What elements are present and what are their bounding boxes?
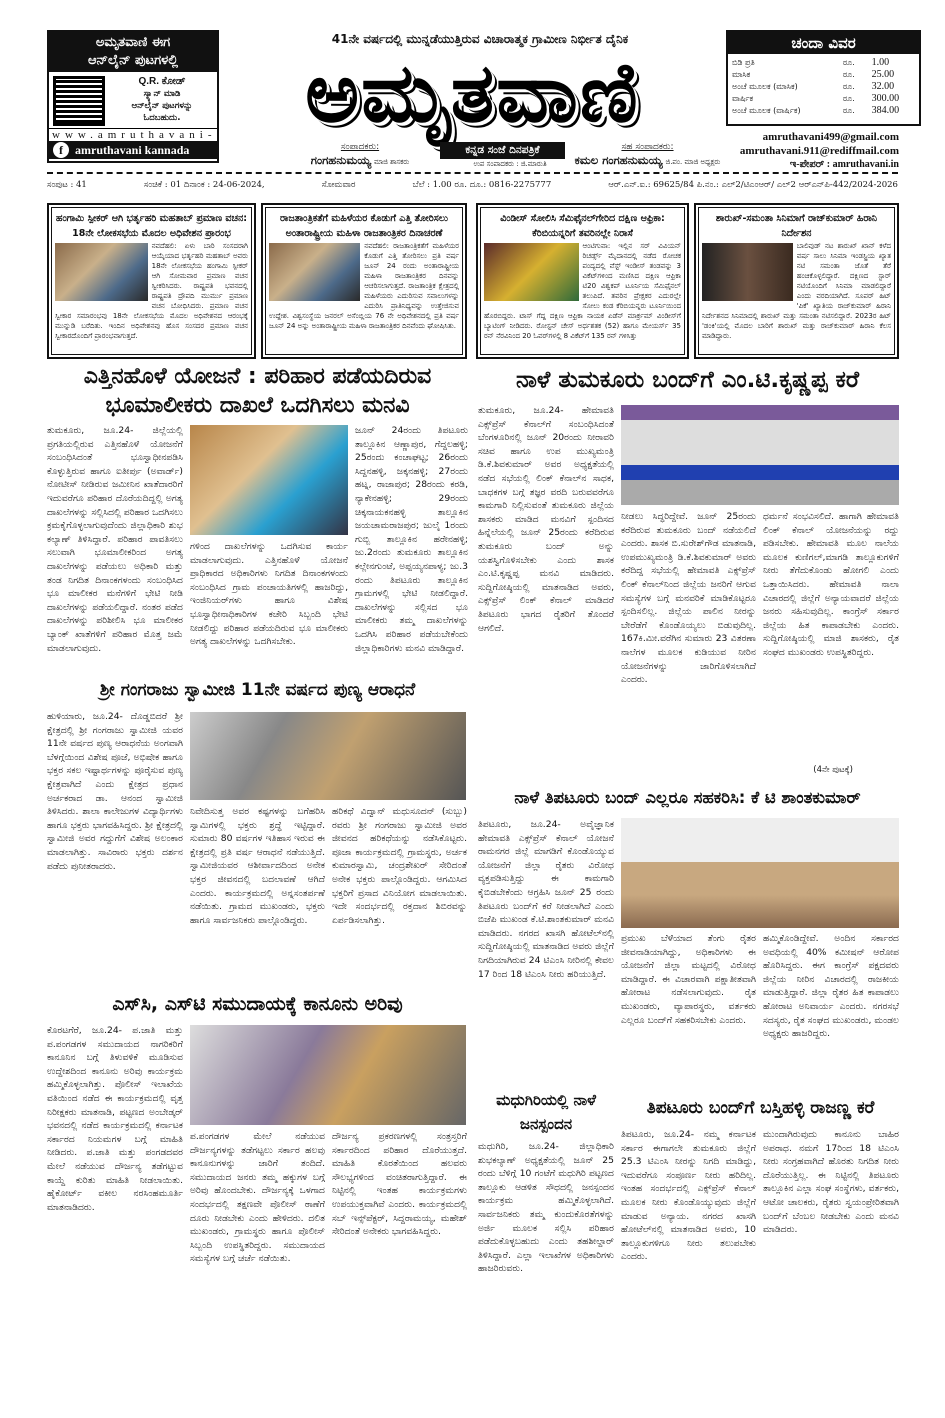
- subscription-cur: ರೂ.: [842, 58, 855, 67]
- qr-line: ಆನ್‌ಲೈನ್ ಪುಟಗಳನ್ನು: [131, 101, 193, 111]
- header-divider: [47, 172, 898, 174]
- promo-subtitle: ಆನ್‌ಲೈನ್ ಪುಟಗಳಲ್ಲಿ: [87, 53, 179, 68]
- article-column: ದೌರ್ಜನ್ಯ ಪ್ರಕರಣಗಳಲ್ಲಿ ಸಂತ್ರಸ್ತರಿಗೆ ಸರ್ಕಾರದಿಂದ ಪರಿಹಾರ ದೊರೆಯುತ್ತದೆ. ಮಾಹಿತಿ ಕೊರತೆಯಿಂದ ಹಲವರು ಸೌಲಭ್ಯಗಳಿಂದ ವಂಚಿತರಾಗುತ್ತಿದ್ದಾರೆ. ಈ ನಿಟ್ಟಿನಲ್ಲಿ ಇಂತಹ ಕಾರ್ಯಕ್ರಮಗಳು ಉಪಯುಕ್ತವಾಗಿವೆ ಎಂದರು. ಕಾರ್ಯಕ್ರಮದಲ್ಲಿ ಸಬ್ ಇನ್ಸ್‌ಪೆಕ್ಟರ್, ಸಿದ್ದರಾಮಯ್ಯ, ಮಹೇಶ್ ಸೇರಿದಂತೆ ಅನೇಕರು ಭಾಗವಹಿಸಿದ್ದರು.: [332, 1131, 467, 1238]
- continued-label: (4ನೇ ಪುಟಕ್ಕೆ): [813, 765, 853, 775]
- subscription-value: 25.00: [871, 69, 895, 80]
- box-body: ಆಂಟಿಗುವಾ: ಇಲ್ಲಿನ ಸರ್ ವಿವಿಯನ್ ರಿಚರ್ಡ್ಸ್ ಮೈದಾನದಲ್ಲಿ ನಡೆದ ರೋಚಕ ಪಂದ್ಯದಲ್ಲಿ ವೆಸ್ಟ್ ಇಂಡೀಸ್ ತಂಡವನ್ನು 3 ವಿಕೆಟ್‌ಗಳಿಂದ ಮಣಿಸಿದ ದಕ್ಷಿಣ ಆಫ್ರಿಕಾ ಟಿ20 ವಿಶ್ವಕಪ್ ಟೂರ್ನಿಯ ಸೆಮಿಫೈನಲ್ ತಲುಪಿದೆ. ತವರಿನ ಪ್ರೇಕ್ಷಕರ ಎದುರಲ್ಲೇ ಸೋಲು ಕಂಡ ಕೆರಿಬಿಯನ್ನರು ಟೂರ್ನಿಯಿಂದ ಹೊರಬಿದ್ದರು. ಟಾಸ್ ಗೆದ್ದ ದಕ್ಷಿಣ ಆಫ್ರಿಕಾ ನಾಯಕ ಏಡೆನ್ ಮಾರ್ಕ್ರಮ್ ವಿಂಡೀಸ್‌ಗೆ ಬ್ಯಾಟಿಂಗ್ ನೀಡಿದರು. ರೋಸ್ಟನ್ ಚೇಸ್ ಅರ್ಧಶತಕ (52) ಹಾಗೂ ಮೇಯರ್ಸ್ 35 ರನ್ ನೆರವಿನಿಂದ 20 ಓವರ್‌ಗಳಲ್ಲಿ 8 ವಿಕೆಟ್‌ಗೆ 135 ರನ್ ಗಳಿಸಿತ್ತು: [484, 242, 681, 340]
- price-phone: ಬೆಲೆ : 1.00 ರೂ. ದೂ.: 0816-2275777: [412, 180, 552, 190]
- article-column: ಗಳಿಂದ ದಾಖಲೆಗಳನ್ನು ಒದಗಿಸುವ ಕಾರ್ಯ ಮಾಡಲಾಗುವುದು. ಎತ್ತಿನಹೊಳೆ ಯೋಜನೆ ಪ್ರಾಧಿಕಾರದ ಅಧಿಕಾರಿಗಳು ನಿಗದಿತ ದಿನಾಂಕಗಳಂದು ಸಂಬಂಧಿಸಿದ ಗ್ರಾಮ ಪಂಚಾಯತಿಗಳಲ್ಲಿ ಹಾಜರಿದ್ದು, ಇಂಜಿನಿಯರ್‌ಗಳು ಹಾಗೂ ವಿಶೇಷ ಭೂಸ್ವಾಧೀನಾಧಿಕಾರಿಗಳ ಕಚೇರಿ ಸಿಬ್ಬಂದಿ ಭೇಟಿ ನೀಡಲಿದ್ದು ಪರಿಹಾರ ಪಡೆಯದಿರುವ ಭೂ ಮಾಲೀಕರು ಅಗತ್ಯ ದಾಖಲೆಗಳನ್ನು ಒದಗಿಸಬೇಕು.: [190, 541, 348, 648]
- issue-info-bar: [47, 180, 898, 190]
- article-column: ಪ.ಪಂಗಡಗಳ ಮೇಲೆ ನಡೆಯುವ ದೌರ್ಜನ್ಯಗಳನ್ನು ತಡೆಗಟ್ಟಲು ಸರ್ಕಾರ ಹಲವು ಕಾನೂನುಗಳನ್ನು ಜಾರಿಗೆ ತಂದಿದೆ. ಸಮುದಾಯದ ಜನರು ತಮ್ಮ ಹಕ್ಕುಗಳ ಬಗ್ಗೆ ಅರಿವು ಹೊಂದಬೇಕು. ದೌರ್ಜನ್ಯಕ್ಕೆ ಒಳಗಾದ ಸಂದರ್ಭದಲ್ಲಿ ತಕ್ಷಣವೇ ಪೊಲೀಸ್ ಠಾಣೆಗೆ ದೂರು ನೀಡಬೇಕು ಎಂದು ಹೇಳಿದರು. ದಲಿತ ಮುಖಂಡರು, ಗ್ರಾಮಸ್ಥರು ಹಾಗೂ ಪೊಲೀಸ್ ಸಿಬ್ಬಂದಿ ಉಪಸ್ಥಿತರಿದ್ದರು. ಸಮುದಾಯದ ಸಮಸ್ಯೆಗಳ ಬಗ್ಗೆ ಚರ್ಚೆ ನಡೆಯಿತು.: [190, 1131, 325, 1265]
- promo-title: ಅಮೃತವಾಣಿ ಈಗ: [95, 35, 171, 50]
- box-headline: ಶಾರುಖ್-ಸಮಂತಾ ಸಿನಿಮಾಗೆ ರಾಜ್‌ಕುಮಾರ್ ಹಿರಾನಿ ನಿರ್ದೇಶನ: [715, 213, 878, 239]
- article-headline: ನಾಳೆ ತಿಪಟೂರು ಬಂದ್ ಎಲ್ಲರೂ ಸಹಕರಿಸಿ: ಕೆ ಟಿ ಶಾಂತಕುಮಾರ್: [514, 788, 861, 807]
- facebook-link[interactable]: [49, 141, 217, 159]
- subscription-table: [728, 57, 919, 117]
- subscription-label: ಮಾಸಿಕ: [732, 70, 751, 79]
- article-column: ತುಮಕೂರು, ಜೂ.24- ಹೇಮಾವತಿ ಎಕ್ಸ್‌ಪ್ರೆಸ್ ಕೆನಾಲ್‌ಗೆ ಸಂಬಂಧಿಸಿದಂತೆ ಬೆಂಗಳೂರಿನಲ್ಲಿ ಜೂನ್ 20ರಂದು ನೀರಾವರಿ ಸಚಿವ ಹಾಗೂ ಉಪ ಮುಖ್ಯಮಂತ್ರಿ ಡಿ.ಕೆ.ಶಿವಕುಮಾರ್ ಅವರ ಅಧ್ಯಕ್ಷತೆಯಲ್ಲಿ ನಡೆದ ಸಭೆಯಲ್ಲಿ ಲಿಂಕ್ ಕೆನಾಲ್‌ನ ಸಾಧಕ, ಬಾಧಕಗಳ ಬಗ್ಗೆ ತಜ್ಞರ ವರದಿ ಬರುವವರೆಗೂ ಕಾಮಗಾರಿ ನಿಲ್ಲಿಸುವಂತೆ ತುಮಕೂರು ಜಿಲ್ಲೆಯ ಶಾಸಕರು ಮಾಡಿದ ಮನವಿಗೆ ಸ್ಪಂದಿಸದ ಹಿನ್ನೆಲೆಯಲ್ಲಿ ಜೂನ್ 25ರಂದು ಕರೆದಿರುವ ತುಮಕೂರು ಬಂದ್ ಅನ್ನು ಯಶಸ್ವಿಗೊಳಿಸಬೇಕು ಎಂದು ಶಾಸಕ ಎಂ.ಟಿ.ಕೃಷ್ಣಪ್ಪ ಮನವಿ ಮಾಡಿದರು. ಸುದ್ದಿಗೋಷ್ಠಿಯಲ್ಲಿ ಮಾತನಾಡಿದ ಅವರು, ಎಕ್ಸ್‌ಪ್ರೆಸ್ ಲಿಂಕ್ ಕೆನಾಲ್ ಮಾಡಿದರೆ ತಿಪಟೂರು ಭಾಗದ ರೈತರಿಗೆ ತೊಂದರೆ ಆಗಲಿದೆ.: [478, 405, 614, 634]
- article-column: ಪ್ರಮುಖ ಬೆಳೆಯಾದ ತೆಂಗು ರೈತರ ಜೀವನಾಡಿಯಾಗಿದ್ದು, ಅಧಿಕಾರಿಗಳು ಈ ಯೋಜನೆಗೆ ಜಿಲ್ಲಾ ಮಟ್ಟದಲ್ಲಿ ವಿರೋಧ ಮಾಡಿದ್ದಾರೆ. ಈ ವಿಚಾರವಾಗಿ ಪಕ್ಷಾತೀತವಾಗಿ ಹೋರಾಟ ನಡೆಸಲಾಗುವುದು. ರೈತ ಮುಖಂಡರು, ವ್ಯಾಪಾರಸ್ಥರು, ವರ್ತಕರು ಎಲ್ಲರೂ ಬಂದ್‌ಗೆ ಸಹಕರಿಸಬೇಕು ಎಂದರು.: [621, 933, 756, 1026]
- box-body: ನವದೆಹಲಿ: ರಾಜತಾಂತ್ರಿಕತೆಗೆ ಮಹಿಳೆಯರ ಕೊಡುಗೆ ಎತ್ತಿ ತೋರಿಸಲು ಪ್ರತಿ ವರ್ಷ ಜೂನ್ 24 ರಂದು ಅಂತಾರಾಷ್ಟ್ರೀಯ ಮಹಿಳಾ ರಾಜತಾಂತ್ರಿಕರ ದಿನವನ್ನು ಆಚರಿಸಲಾಗುತ್ತದೆ. ರಾಜತಾಂತ್ರಿಕ ಕ್ಷೇತ್ರದಲ್ಲಿ ಮಹಿಳೆಯರು ಎದುರಿಸುವ ಸವಾಲುಗಳನ್ನು ಎದುರಿಸಿ ಪ್ರಾತಿನಿಧ್ಯವನ್ನು ಉತ್ತೇಜಿಸುವ ಉದ್ದೇಶ. ವಿಶ್ವಸಂಸ್ಥೆಯ ಜನರಲ್ ಅಸೆಂಬ್ಲಿಯ 76 ನೇ ಅಧಿವೇಶನದಲ್ಲಿ ಪ್ರತಿ ವರ್ಷ ಜೂನ್ 24 ಅನ್ನು ಅಂತಾರಾಷ್ಟ್ರೀಯ ಮಹಿಳಾ ರಾಜತಾಂತ್ರಿಕರ ದಿನವೆಂದು ಘೋಷಿಸಿತು.: [269, 242, 459, 330]
- article-column: ಹಮ್ಮಿಕೊಂಡಿದ್ದೇವೆ. ಅಂದಿನ ಸರ್ಕಾರದ ಅವಧಿಯಲ್ಲಿ 40% ಕಮೀಷನ್ ಆರೋಪ ಹೊರಿಸಿದ್ದರು. ಈಗ ಕಾಂಗ್ರೆಸ್ ಪಕ್ಷದವರು ಜಿಲ್ಲೆಯ ನೀರಿನ ವಿಚಾರದಲ್ಲಿ ರಾಜಕೀಯ ಮಾಡುತ್ತಿದ್ದಾರೆ. ಜಿಲ್ಲಾ ರೈತರ ಹಿತ ಕಾಪಾಡಲು ಹೋರಾಟ ಅನಿವಾರ್ಯ ಎಂದರು. ನಗರಸಭೆ ಸದಸ್ಯರು, ರೈತ ಸಂಘದ ಮುಖಂಡರು, ಮಂಡಲ ಅಧ್ಯಕ್ಷರು ಹಾಜರಿದ್ದರು.: [763, 933, 899, 1040]
- box-body: ಬಾಲಿವುಡ್ ನಟ ಶಾರುಖ್ ಖಾನ್ ಕಳೆದ ವರ್ಷ ಸಾಲು ಸಿನಿಮಾ ಇಂಡಸ್ಟ್ರಿಯ ಖ್ಯಾತ ನಟಿ ಸಮಂತಾ ಜೊತೆ ತೆರೆ ಹಂಚಿಕೊಳ್ಳಲಿದ್ದಾರೆ. ದಕ್ಷಿಣದ ಸ್ಟಾರ್ ನಟಿಯೊಂದಿಗೆ ಸಿನಿಮಾ ಮಾಡಲಿದ್ದಾರೆ ಎಂದು ವರದಿಯಾಗಿದೆ. ಸೂಪರ್ ಹಿಟ್ 'ಪಿಕೆ' ಖ್ಯಾತಿಯ ರಾಜ್‌ಕುಮಾರ್ ಹಿರಾನಿ ನಿರ್ದೇಶನದ ಸಿನಿಮಾದಲ್ಲಿ ಶಾರುಖ್ ಮತ್ತು ಸಮಂತಾ ನಟಿಸಲಿದ್ದಾರೆ. 2023ರ ಹಿಟ್ 'ಡಂಕಿ'ಯಲ್ಲಿ ಮೊದಲ ಬಾರಿಗೆ ಶಾರುಖ್ ಮತ್ತು ರಾಜ್‌ಕುಮಾರ್ ಹಿರಾನಿ ಕೆಲಸ ಮಾಡಿದ್ದಾರು.: [702, 242, 891, 340]
- website-link[interactable]: www.amruthavani-: [49, 128, 217, 141]
- facebook-icon: f: [53, 142, 69, 158]
- volume: ಸಂಪುಟ : 41: [47, 180, 87, 190]
- qr-label: Q.R. ಕೋಡ್: [138, 76, 186, 87]
- subscription-box: [726, 30, 921, 126]
- article-column: ತಿಪಟೂರು, ಜೂ.24- ಅವೈಜ್ಞಾನಿಕ ಹೇಮಾವತಿ ಎಕ್ಸ್‌ಪ್ರೆಸ್ ಕೆನಾಲ್ ಯೋಜನೆ ರಾಮನಗರ ಜಿಲ್ಲೆ ಮಾಗಡಿಗೆ ಕೊಂಡೊಯ್ಯುವ ಯೋಜನೆಗೆ ಜಿಲ್ಲಾ ರೈತರು ವಿರೋಧ ವ್ಯಕ್ತಪಡಿಸುತ್ತಿದ್ದು ಈ ಕಾಮಗಾರಿ ಕೈಬಿಡಬೇಕೆಂದು ಆಗ್ರಹಿಸಿ ಜೂನ್ 25 ರಂದು ತಿಪಟೂರು ಬಂದ್‌ಗೆ ಕರೆ ನೀಡಲಾಗಿದೆ ಎಂದು ಬಿಜೆಪಿ ಮುಖಂಡ ಕೆ.ಟಿ.ಶಾಂತಕುಮಾರ್ ಮನವಿ ಮಾಡಿದರು. ನಗರದ ಖಾಸಗಿ ಹೋಟೆಲ್‌ನಲ್ಲಿ ಸುದ್ದಿಗೋಷ್ಠಿಯಲ್ಲಿ ಮಾತನಾಡಿದ ಅವರು ಜಿಲ್ಲೆಗೆ ನಿಗದಿಯಾಗಿರುವ 24 ಟಿಎಂಸಿ ನೀರಿನಲ್ಲಿ ಕೇವಲ 17 ರಿಂದ 18 ಟಿಎಂಸಿ ನೀರು ಹರಿಯುತ್ತಿದೆ.: [478, 819, 614, 980]
- editor-name: ಗಂಗಹನುಮಯ್ಯ: [310, 153, 372, 167]
- email-1[interactable]: amruthavani499@gmail.com: [762, 131, 899, 143]
- article-column: ತಿಪಟೂರು, ಜೂ.24- ನಮ್ಮ ಕರ್ನಾಟಕ ಸರ್ಕಾರ ಈಗಾಗಲೇ ತುಮಕೂರು ಜಿಲ್ಲೆಗೆ 25.3 ಟಿಎಂಸಿ ನೀರನ್ನು ನಿಗದಿ ಮಾಡಿದ್ದು, ಇದುವರೆಗೂ ಸಂಪೂರ್ಣ ನೀರು ಹರಿದಿಲ್ಲ. ಇಂತಹ ಸಂದರ್ಭದಲ್ಲಿ ಎಕ್ಸ್‌ಪ್ರೆಸ್ ಕೆನಾಲ್ ಮೂಲಕ ನೀರು ಕೊಂಡೊಯ್ಯುವುದು ಜಿಲ್ಲೆಗೆ ಮಾಡುವ ಅನ್ಯಾಯ. ನಗರದ ಖಾಸಗಿ ಹೋಟೆಲ್‌ನಲ್ಲಿ ಮಾತನಾಡಿದ ಅವರು, 10 ತಾಲ್ಲೂಕುಗಳಿಗೂ ನೀರು ತಲುಪಬೇಕು ಎಂದರು.: [621, 1129, 756, 1263]
- subscription-cur: ರೂ.: [842, 94, 855, 103]
- photo-diplomats: [269, 243, 360, 301]
- co-editor-name: ಕಮಲ ಗಂಗಹನುಮಯ್ಯ: [574, 153, 663, 167]
- registration: ಆರ್.ಎನ್.ಐ.: 69625/84 ಪಿ.ನಂ.: ಎಲ್2/ಟಿಎಂಆರ್/ ಎಲ್2 ಆರ್‌ಎನ್‌ಪಿ-442/2024-2026: [608, 180, 898, 190]
- photo-deputy-commissioner: [190, 425, 348, 535]
- box-headline: ಹಂಗಾಮಿ ಸ್ಪೀಕರ್ ಆಗಿ ಭರ್ತೃಹರಿ ಮಹತಾಬ್ ಪ್ರಮಾಣ ವಚನ: 18ನೇ ಲೋಕಸಭೆಯ ಮೊದಲ ಅಧಿವೇಶನ ಪ್ರಾರಂಭ: [55, 213, 248, 239]
- subscription-cur: ರೂ.: [842, 82, 855, 91]
- photo-actors: [702, 243, 793, 301]
- box-headline: ರಾಜತಾಂತ್ರಿಕತೆಗೆ ಮಹಿಳೆಯರ ಕೊಡುಗೆ ಎತ್ತಿ ತೋರಿಸಲು ಅಂತಾರಾಷ್ಟ್ರೀಯ ಮಹಿಳಾ ರಾಜತಾಂತ್ರಿಕರ ದಿನಾಚರಣೆ: [280, 213, 448, 239]
- article-column: ನಿವೇದಿಸುತ್ತ ಅವರ ಕಷ್ಟಗಳನ್ನು ಬಗೆಹರಿಸಿ ಸ್ವಾಮಿಗಳಲ್ಲಿ ಭಕ್ತರು ಶ್ರದ್ಧೆ ಇಟ್ಟಿದ್ದಾರೆ. ಸುಮಾರು 80 ವರ್ಷಗಳ ಇತಿಹಾಸ ಇರುವ ಈ ಕ್ಷೇತ್ರದಲ್ಲಿ ಪ್ರತಿ ವರ್ಷ ಆರಾಧನೆ ನಡೆಯುತ್ತಿದೆ. ಸ್ವಾಮೀಜಿಯವರ ಆಶೀರ್ವಾದದಿಂದ ಅನೇಕ ಭಕ್ತರ ಜೀವನದಲ್ಲಿ ಬದಲಾವಣೆ ಆಗಿದೆ ಎಂದರು. ಕಾರ್ಯಕ್ರಮದಲ್ಲಿ ಅನ್ನಸಂತರ್ಪಣೆ ನಡೆಯಿತು. ಗ್ರಾಮದ ಮುಖಂಡರು, ಭಕ್ತರು ಹಾಗೂ ಸಾರ್ವಜನಿಕರು ಪಾಲ್ಗೊಂಡಿದ್ದರು.: [190, 806, 325, 926]
- co-editor-title: ಜಿ.ಪಂ. ಮಾಜಿ ಅಧ್ಯಕ್ಷರು: [665, 158, 721, 166]
- issue-date: ಸಂಚಿಕೆ : 01 ದಿನಾಂಕ : 24-06-2024,: [143, 180, 265, 190]
- headline-line: ಭೂಮಾಲೀಕರು ದಾಖಲೆ ಒದಗಿಸಲು ಮನವಿ: [105, 393, 410, 418]
- article-column: ಮಧುಗಿರಿ, ಜೂ.24- ಜಿಲ್ಲಾಧಿಕಾರಿ ಶುಭಕಲ್ಯಾಣ್ ಅಧ್ಯಕ್ಷತೆಯಲ್ಲಿ ಜೂನ್ 25 ರಂದು ಬೆಳಿಗ್ಗೆ 10 ಗಂಟೆಗೆ ಮಧುಗಿರಿ ಪಟ್ಟಣದ ತಾಲ್ಲೂಕು ಆಡಳಿತ ಸೌಧದಲ್ಲಿ ಜನಸ್ಪಂದನ ಕಾರ್ಯಕ್ರಮ ಹಮ್ಮಿಕೊಳ್ಳಲಾಗಿದೆ. ಸಾರ್ವಜನಿಕರು ತಮ್ಮ ಕುಂದುಕೊರತೆಗಳನ್ನು ಅರ್ಜಿ ಮೂಲಕ ಸಲ್ಲಿಸಿ ಪರಿಹಾರ ಪಡೆದುಕೊಳ್ಳಬಹುದು ಎಂದು ತಹಶೀಲ್ದಾರ್ ತಿಳಿಸಿದ್ದಾರೆ. ಎಲ್ಲಾ ಇಲಾಖೆಗಳ ಅಧಿಕಾರಿಗಳು ಹಾಜರಿರುವರು.: [478, 1141, 614, 1275]
- box-body: ನವದೆಹಲಿ: ಏಳು ಬಾರಿ ಸಂಸದರಾಗಿ ಆಯ್ಕೆಯಾದ ಭರ್ತೃಹರಿ ಮಹತಾಬ್ ಅವರು 18ನೇ ಲೋಕಸಭೆಯ ಹಂಗಾಮಿ ಸ್ಪೀಕರ್ ಆಗಿ ಸೋಮವಾರ ಪ್ರಮಾಣ ವಚನ ಸ್ವೀಕರಿಸಿದರು. ರಾಷ್ಟ್ರಪತಿ ಭವನದಲ್ಲಿ ರಾಷ್ಟ್ರಪತಿ ದ್ರೌಪದಿ ಮುರ್ಮು ಪ್ರಮಾಣ ವಚನ ಬೋಧಿಸಿದರು. ಪ್ರಮಾಣ ವಚನ ಸ್ವೀಕಾರ ಸಮಾರಂಭವು 18ನೇ ಲೋಕಸಭೆಯ ಮೊದಲ ಅಧಿವೇಶನದ ಆರಂಭಕ್ಕೆ ಮುನ್ನುಡಿ ಬರೆದಿತು. ಇಂದಿನ ಅಧಿವೇಶನವು ಹೊಸ ಸಂಸದರ ಪ್ರಮಾಣ ವಚನ ಸ್ವೀಕಾರದೊಂದಿಗೆ ಪ್ರಾರಂಭವಾಗುತ್ತದೆ.: [55, 242, 248, 340]
- subscription-row: [728, 81, 919, 93]
- article-column: ಧರ್ಮನೆ ಸಂಭವಿಸಲಿದೆ. ಹಾಗಾಗಿ ಹೇಮಾವತಿ ಲಿಂಕ್ ಕೆನಾಲ್ ಯೋಜನೆಯನ್ನು ರದ್ದು ಪಡಿಸಬೇಕು. ಹೇಮಾವತಿ ಮೂಲ ನಾಲೆಯ ಮೂಲಕ ಕುಣಿಗಲ್,ಮಾಗಡಿ ತಾಲ್ಲೂಕುಗಳಿಗೆ ನೀರು ತೆಗೆದುಕೊಂಡು ಹೋಗಲಿ ಎಂದು ಒತ್ತಾಯಿಸಿದರು. ಹೇಮಾವತಿ ನಾಲಾ ವಿಚಾರದಲ್ಲಿ ಜಿಲ್ಲೆಗೆ ಅನ್ಯಾಯವಾದರೆ ಜಿಲ್ಲೆಯ ಜನರು ಸಹಿಸುವುದಿಲ್ಲ. ಕಾಂಗ್ರೆಸ್ ಸರ್ಕಾರ ಜಿಲ್ಲೆಯ ಹಿತ ಕಾಪಾಡಬೇಕು ಎಂದರು. ಸುದ್ದಿಗೋಷ್ಠಿಯಲ್ಲಿ ಮಾಜಿ ಶಾಸಕರು, ರೈತ ಸಂಘದ ಮುಖಂಡರು ಉಪಸ್ಥಿತರಿದ್ದರು.: [763, 511, 899, 658]
- subscription-row: [728, 105, 919, 117]
- epaper-link[interactable]: ಇ-ಪೇಪರ್ : amruthavani.in: [789, 159, 899, 170]
- photo-aradhane: [190, 712, 466, 800]
- photo-swearing-in: [55, 243, 148, 301]
- editor-label: ಸಂಪಾದಕರು:: [340, 142, 380, 152]
- subscription-label: ವಾರ್ಷಿಕ: [732, 94, 754, 103]
- qr-line: ಓದಬಹುದು.: [143, 113, 181, 123]
- subscription-row: [728, 93, 919, 105]
- article-column: ಹುಳಿಯಾರು, ಜೂ.24- ದೊಡ್ಡಬಿದರೆ ಶ್ರೀ ಕ್ಷೇತ್ರದಲ್ಲಿ ಶ್ರೀ ಗಂಗರಾಜು ಸ್ವಾಮೀಜಿ ಯವರ 11ನೇ ವರ್ಷದ ಪುಣ್ಯ ಆರಾಧನೆಯ ಅಂಗವಾಗಿ ಬೆಳಗ್ಗೆಯಿಂದ ವಿಶೇಷ ಪೂಜೆ, ಅಭಿಷೇಕ ಹಾಗೂ ಭಕ್ತರ ಸಕಲ ಇಷ್ಟಾರ್ಥಗಳನ್ನು ಪೂರೈಸುವ ಪುಣ್ಯ ಕ್ಷೇತ್ರವಾಗಿದೆ ಎಂದು ಕ್ಷೇತ್ರದ ಪ್ರಧಾನ ಅರ್ಚಕರಾದ ಡಾ. ಆನಂದ ಸ್ವಾಮೀಜಿ ತಿಳಿಸಿದರು. ಶಾಲಾ ಕಾಲೇಜುಗಳ ವಿದ್ಯಾರ್ಥಿಗಳು ಹಾಗೂ ಭಕ್ತರು ಭಾಗವಹಿಸಿದ್ದರು. ಶ್ರೀ ಕ್ಷೇತ್ರದಲ್ಲಿ ಸ್ವಾಮೀಜಿ ಅವರ ಗದ್ದುಗೆಗೆ ವಿಶೇಷ ಅಲಂಕಾರ ಮಾಡಲಾಗಿತ್ತು. ಸಾವಿರಾರು ಭಕ್ತರು ದರ್ಶನ ಪಡೆದು ಪುನೀತರಾದರು.: [47, 711, 183, 872]
- article-headline: ತಿಪಟೂರು ಬಂದ್‌ಗೆ ಬಸ್ತಿಹಳ್ಳಿ ರಾಜಣ್ಣ ಕರೆ: [646, 1098, 875, 1118]
- news-box: [262, 204, 466, 358]
- subscription-value: 384.00: [871, 105, 900, 116]
- email-2[interactable]: amruthavani.911@rediffmail.com: [739, 145, 899, 157]
- subscription-label: ಬಿಡಿ ಪ್ರತಿ: [732, 58, 755, 67]
- editor-title: ಮಾಜಿ ಶಾಸಕರು: [374, 158, 410, 166]
- newspaper-logo: ಅಮೃತವಾಣಿ: [305, 46, 640, 141]
- online-edition-promo: [47, 30, 219, 163]
- subscription-label: ಅಂಚೆ ಮೂಲಕ (ವಾರ್ಷಿಕ): [732, 106, 801, 115]
- subscription-value: 300.00: [871, 93, 900, 104]
- article-headline: ಎಸ್‌ಸಿ, ಎಸ್‌ಟಿ ಸಮುದಾಯಕ್ಕೆ ಕಾನೂನು ಅರಿವು: [112, 993, 403, 1015]
- weekday: ಸೋಮವಾರ: [321, 180, 356, 190]
- qr-code-icon[interactable]: [53, 76, 105, 126]
- article-column: ಜೂನ್ 24ರಂದು ತಿಪಟೂರು ತಾಲ್ಲೂಕಿನ ಆಣ್ಣಾಪುರ, ಗೆದ್ದಲಹಳ್ಳಿ; 25ರಂದು ಕಂಚಾಘಟ್ಟ; 26ರಂದು ಸಿದ್ದನಹಳ್ಳಿ, ಜಕ್ಕನಹಳ್ಳಿ; 27ರಂದು ಹಟ್ನ, ರಾಜಾಪುರ; 28ರಂದು ಕರಡಿ, ನ್ಯಾಕೇನಹಳ್ಳಿ; 29ರಂದು ಚಿಕ್ಕನಾಯಕನಹಳ್ಳಿ ತಾಲ್ಲೂಕಿನ ಜಯಚಾಮರಾಜಪುರ; ಜುಲೈ 1ರಂದು ಗುಬ್ಬಿ ತಾಲ್ಲೂಕಿನ ಹರೇನಹಳ್ಳಿ; ಜು.2ರಂದು ತುಮಕೂರು ತಾಲ್ಲೂಕಿನ ಕಲ್ಲೇನಗುಂಟೆ, ಅಪ್ಪಯ್ಯನಪಾಳ್ಯ; ಜು.3 ರಂದು ತಿಪಟೂರು ತಾಲ್ಲೂಕಿನ ಗ್ರಾಮಗಳಲ್ಲಿ ಭೇಟಿ ನೀಡಲಿದ್ದಾರೆ. ದಾಖಲೆಗಳನ್ನು ಸಲ್ಲಿಸದ ಭೂ ಮಾಲೀಕರು ತಮ್ಮ ದಾಖಲೆಗಳನ್ನು ಒದಗಿಸಿ ಪರಿಹಾರ ಪಡೆಯಬೇಕೆಂದು ಜಿಲ್ಲಾಧಿಕಾರಿಗಳು ಮನವಿ ಮಾಡಿದ್ದಾರೆ.: [355, 425, 468, 654]
- article-column: ಕೊರಟಗೆರೆ, ಜೂ.24- ಪ.ಜಾತಿ ಮತ್ತು ಪ.ಪಂಗಡಗಳ ಸಮುದಾಯದ ನಾಗರಿಕರಿಗೆ ಕಾನೂನಿನ ಬಗ್ಗೆ ತಿಳುವಳಿಕೆ ಮೂಡಿಸುವ ಉದ್ದೇಶದಿಂದ ಕಾನೂನು ಅರಿವು ಕಾರ್ಯಕ್ರಮ ಹಮ್ಮಿಕೊಳ್ಳಲಾಗಿತ್ತು. ಪೊಲೀಸ್ ಇಲಾಖೆಯ ವತಿಯಿಂದ ನಡೆದ ಈ ಕಾರ್ಯಕ್ರಮದಲ್ಲಿ ವೃತ್ತ ನಿರೀಕ್ಷಕರು ಮಾತನಾಡಿ, ಪಟ್ಟಣದ ಅಂಬೇಡ್ಕರ್ ಭವನದಲ್ಲಿ ನಡೆದ ಕಾರ್ಯಕ್ರಮದಲ್ಲಿ ಕರ್ನಾಟಕ ಸರ್ಕಾರದ ನಿಯಮಗಳ ಬಗ್ಗೆ ಮಾಹಿತಿ ನೀಡಿದರು. ಪ.ಜಾತಿ ಮತ್ತು ಪಂಗಡದವರ ಮೇಲೆ ನಡೆಯುವ ದೌರ್ಜನ್ಯ ತಡೆಗಟ್ಟುವ ಕಾಯ್ದೆ ಕುರಿತು ಮಾಹಿತಿ ನೀಡಲಾಯಿತು. ಹೈಕೋರ್ಟ್ ವಕೀಲ ನರಸಿಂಹಮೂರ್ತಿ ಮಾತನಾಡಿದರು.: [47, 1025, 183, 1213]
- subscription-row: [728, 57, 919, 69]
- subscription-row: [728, 69, 919, 81]
- article-column: ಮುಂದಾಗಿರುವುದು ಕಾನೂನು ಬಾಹಿರ ಅಪರಾಧ. ನಮಗೆ 17ರಿಂದ 18 ಟಿಎಂಸಿ ನೀರು ಸಂಗ್ರಹವಾಗಿದೆ ಹೊರತು ನಿಗದಿತ ನೀರು ದೊರೆಯುತ್ತಿಲ್ಲ. ಈ ನಿಟ್ಟಿನಲ್ಲಿ ತಿಪಟೂರು ತಾಲ್ಲೂಕಿನ ಎಲ್ಲಾ ಸಂಘ ಸಂಸ್ಥೆಗಳು, ವರ್ತಕರು, ಆಟೋ ಚಾಲಕರು, ರೈತರು ಸ್ವಯಂಪ್ರೇರಿತವಾಗಿ ಬಂದ್‌ಗೆ ಬೆಂಬಲ ನೀಡಬೇಕು ಎಂದು ಮನವಿ ಮಾಡಿದರು.: [763, 1129, 899, 1236]
- masthead-tagline: 41ನೇ ವರ್ಷದಲ್ಲಿ ಮುನ್ನಡೆಯುತ್ತಿರುವ ವಿಚಾರಾತ್ಮಕ ಗ್ರಾಮೀಣ ನಿರ್ಭೀತ ದೈನಿಕ: [331, 32, 629, 46]
- contact-block: [740, 130, 899, 172]
- facebook-handle: amruthavani kannada: [75, 142, 190, 157]
- photo-cricket: [484, 243, 579, 301]
- paper-type-label: ಕನ್ನಡ ಸಂಜೆ ದಿನಪತ್ರಿಕೆ: [440, 142, 565, 159]
- subscription-cur: ರೂ.: [842, 106, 855, 115]
- editor-block: [280, 141, 440, 169]
- article-column: ಹರಿಕಥೆ ವಿದ್ವಾನ್ ಮಧುಸೂದನ್ (ಸುಬ್ಬು) ರವರು ಶ್ರೀ ಗಂಗರಾಜು ಸ್ವಾಮೀಜಿ ಅವರ ಜೀವನದ ಹರಿಕಥೆಯನ್ನು ನಡೆಸಿಕೊಟ್ಟರು. ಪೂಜಾ ಕಾರ್ಯಕ್ರಮದಲ್ಲಿ ಗ್ರಾಮಸ್ಥರು, ಅರ್ಚಕ ಕುಮಾರಸ್ವಾಮಿ, ಚಂದ್ರಶೇಖರ್ ಸೇರಿದಂತೆ ಅನೇಕ ಭಕ್ತರು ಪಾಲ್ಗೊಂಡಿದ್ದರು. ಆಗಮಿಸಿದ ಭಕ್ತರಿಗೆ ಪ್ರಸಾದ ವಿನಿಯೋಗ ಮಾಡಲಾಯಿತು. ಇದೇ ಸಂದರ್ಭದಲ್ಲಿ ರಕ್ತದಾನ ಶಿಬಿರವನ್ನು ಏರ್ಪಡಿಸಲಾಗಿತ್ತು.: [332, 806, 467, 926]
- co-editor-block: [565, 141, 730, 169]
- subscription-label: ಅಂಚೆ ಮೂಲಕ (ಮಾಸಿಕ): [732, 82, 798, 91]
- article-headline: ಶ್ರೀ ಗಂಗರಾಜು ಸ್ವಾಮೀಜಿ 11ನೇ ವರ್ಷದ ಪುಣ್ಯ ಆರಾಧನೆ: [99, 680, 416, 700]
- subscription-value: 1.00: [871, 57, 890, 68]
- subscription-title: ಚಂದಾ ವಿವರ: [728, 32, 919, 54]
- subscription-value: 32.00: [871, 81, 895, 92]
- news-box: [477, 204, 688, 358]
- article-headline: [45, 362, 470, 420]
- qr-line: ಸ್ಕ್ಯಾನ್ ಮಾಡಿ: [143, 89, 181, 99]
- sub-editor: ಉಪ ಸಂಪಾದಕರು : ಜಿ.ಮಾರುತಿ: [473, 160, 547, 168]
- photo-legal-awareness: [190, 1025, 466, 1125]
- news-box: [695, 204, 898, 358]
- article-headline: ಮಧುಗಿರಿಯಲ್ಲಿ ನಾಳೆ ಜನಸ್ಪಂದನ: [496, 1091, 596, 1133]
- box-headline: ವಿಂಡೀಸ್ ಸೋಲಿಸಿ ಸೆಮಿಫೈನಲ್‌ಗೇರಿದ ದಕ್ಷಿಣ ಆಫ್ರಿಕಾ: ಕೆರಿಬಿಯನ್ನರಿಗೆ ತವರಿನಲ್ಲೇ ನಿರಾಸೆ: [500, 213, 665, 239]
- news-box: [48, 204, 255, 358]
- article-headline: ನಾಳೆ ತುಮಕೂರು ಬಂದ್‌ಗೆ ಎಂ.ಟಿ.ಕೃಷ್ಣಪ್ಪ ಕರೆ: [516, 367, 859, 393]
- photo-press-meet: [621, 405, 899, 505]
- subscription-cur: ರೂ.: [842, 70, 855, 79]
- headline-line: ಎತ್ತಿನಹೊಳೆ ಯೋಜನೆ : ಪರಿಹಾರ ಪಡೆಯದಿರುವ: [83, 364, 432, 389]
- article-column: ನೀಡಲು ಸಿದ್ಧರಿದ್ದೇವೆ. ಜೂನ್ 25ರಂದು ಕರೆದಿರುವ ತುಮಕೂರು ಬಂದ್ ನಡೆಯಲಿದೆ ಎಂದರು. ಶಾಸಕ ಬಿ.ಸುರೇಶ್‌ಗೌಡ ಮಾತನಾಡಿ, ಉಪಮುಖ್ಯಮಂತ್ರಿ ಡಿ.ಕೆ.ಶಿವಕುಮಾರ್ ಅವರು ಕರೆದಿದ್ದ ಸಭೆಯಲ್ಲಿ ಹೇಮಾವತಿ ಎಕ್ಸ್‌ಪ್ರೆಸ್ ಲಿಂಕ್ ಕೆನಾಲ್‌ನಿಂದ ಜಿಲ್ಲೆಯ ಜನರಿಗೆ ಆಗುವ ಸಮಸ್ಯೆಗಳ ಬಗ್ಗೆ ಮನವರಿಕೆ ಮಾಡಿಕೊಟ್ಟರೂ ಸ್ಪಂದಿಸಲಿಲ್ಲ. ಜಿಲ್ಲೆಯ ಪಾಲಿನ ನೀರನ್ನು ಬೇರೆಡೆಗೆ ಕೊಂಡೊಯ್ಯಲು ಬಿಡುವುದಿಲ್ಲ. 167ಕಿ.ಮೀ.ವರೆಗಿನ ಸುಮಾರು 23 ವಿತರಣಾ ನಾಲೆಗಳ ಮೂಲಕ ಕುಡಿಯುವ ನೀರಿನ ಯೋಜನೆಗಳನ್ನು ಜಾರಿಗೊಳಿಸಲಾಗಿದೆ ಎಂದರು.: [621, 511, 756, 686]
- article-column: ತುಮಕೂರು, ಜೂ.24- ಜಿಲ್ಲೆಯಲ್ಲಿ ಪ್ರಗತಿಯಲ್ಲಿರುವ ಎತ್ತಿನಹೊಳೆ ಯೋಜನೆಗೆ ಸಂಬಂಧಿಸಿದಂತೆ ಭೂಸ್ವಾಧೀನಪಡಿಸಿ ಕೊಳ್ಳುತ್ತಿರುವ ಹಾಗೂ ಐತೀರ್ಪು (ಅವಾರ್ಡ್) ನೋಟೀಸ್ ನೀಡಿರುವ ಜಮೀನಿನ ಖಾತೆದಾರರಿಗೆ ಇದುವರೆಗೂ ಪರಿಹಾರ ದೊರೆಯದಿದ್ದಲ್ಲಿ ಅಗತ್ಯ ದಾಖಲೆಗಳನ್ನು ಸಲ್ಲಿಸಿದಲ್ಲಿ ಪರಿಹಾರ ಒದಗಿಸಲು ಕ್ರಮಕೈಗೊಳ್ಳಲಾಗುವುದೆಂದು ಜಿಲ್ಲಾಧಿಕಾರಿ ಶುಭ ಕಲ್ಯಾಣ್ ತಿಳಿಸಿದ್ದಾರೆ. ಪರಿಹಾರ ಪಾವತಿಸಲು ಸಲುವಾಗಿ ಭೂಮಾಲೀಕರಿಂದ ಅಗತ್ಯ ದಾಖಲೆಗಳನ್ನು ಪಡೆಯಲು ಅಧಿಕಾರಿ ಮತ್ತು ತಂಡ ನಿಗದಿತ ದಿನಾಂಕಗಳಂದು ಸಂಬಂಧಿಸಿದ ಭೂ ಮಾಲೀಕರ ಮನೆಗಳಿಗೆ ಭೇಟಿ ನೀಡಿ ದಾಖಲೆಗಳನ್ನು ಪಡೆಯಲಿದ್ದಾರೆ. ನಂತರ ಪಡೆದ ದಾಖಲೆಗಳನ್ನು ಪರಿಶೀಲಿಸಿ ಭೂ ಮಾಲೀಕರ ಬ್ಯಾಂಕ್ ಖಾತೆಗಳಿಗೆ ಪರಿಹಾರ ಮೊತ್ತ ಜಮೆ ಮಾಡಲಾಗುವುದು.: [47, 425, 183, 654]
- photo-shanthakumar: [621, 818, 899, 928]
- co-editor-label: ಸಹ ಸಂಪಾದಕರು:: [621, 142, 674, 152]
